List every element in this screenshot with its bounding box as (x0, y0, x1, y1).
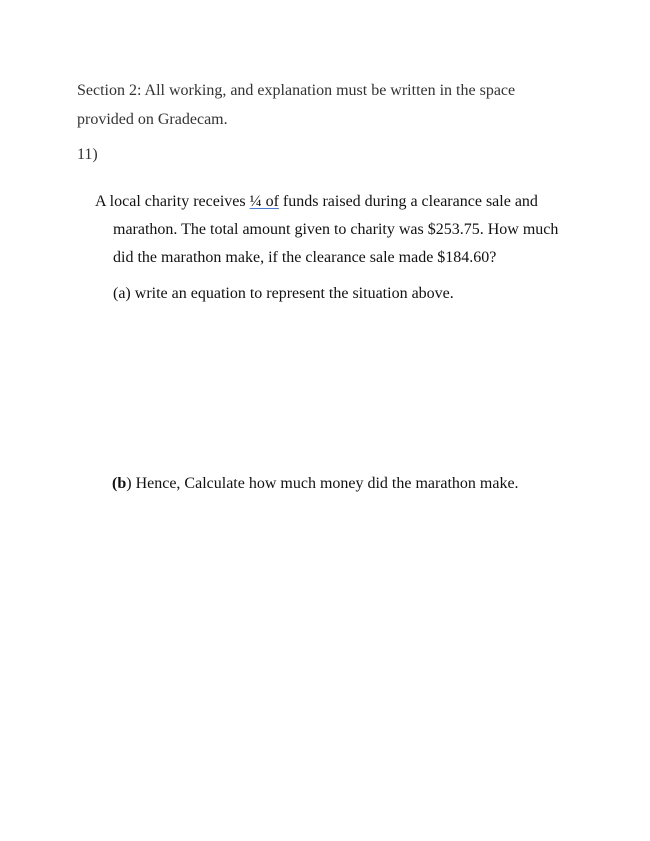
problem-line-2: marathon. The total amount given to charity was $253.75. How much (113, 221, 559, 238)
section-heading-line-1: Section 2: All working, and explanation must be written in the space (77, 82, 516, 99)
part-a-prompt: (a) write an equation to represent the situation above. (113, 285, 454, 302)
part-b-text: ) Hence, Calculate how much money did the marathon make. (126, 475, 519, 492)
section-heading (77, 76, 577, 134)
problem-text-start: A local charity receives (95, 193, 250, 210)
section-heading-line-2: provided on Gradecam. (77, 111, 228, 128)
fraction-link[interactable]: ¼ of (249, 193, 279, 210)
part-b-label: (b (112, 475, 127, 492)
problem-line-3: did the marathon make, if the clearance sale made $184.60? (113, 249, 497, 266)
problem-text-end: funds raised during a clearance sale and (278, 193, 538, 210)
problem-statement (95, 188, 575, 272)
question-number: 11) (77, 146, 98, 163)
problem-line-1 (95, 193, 538, 210)
part-b-prompt (112, 472, 519, 496)
